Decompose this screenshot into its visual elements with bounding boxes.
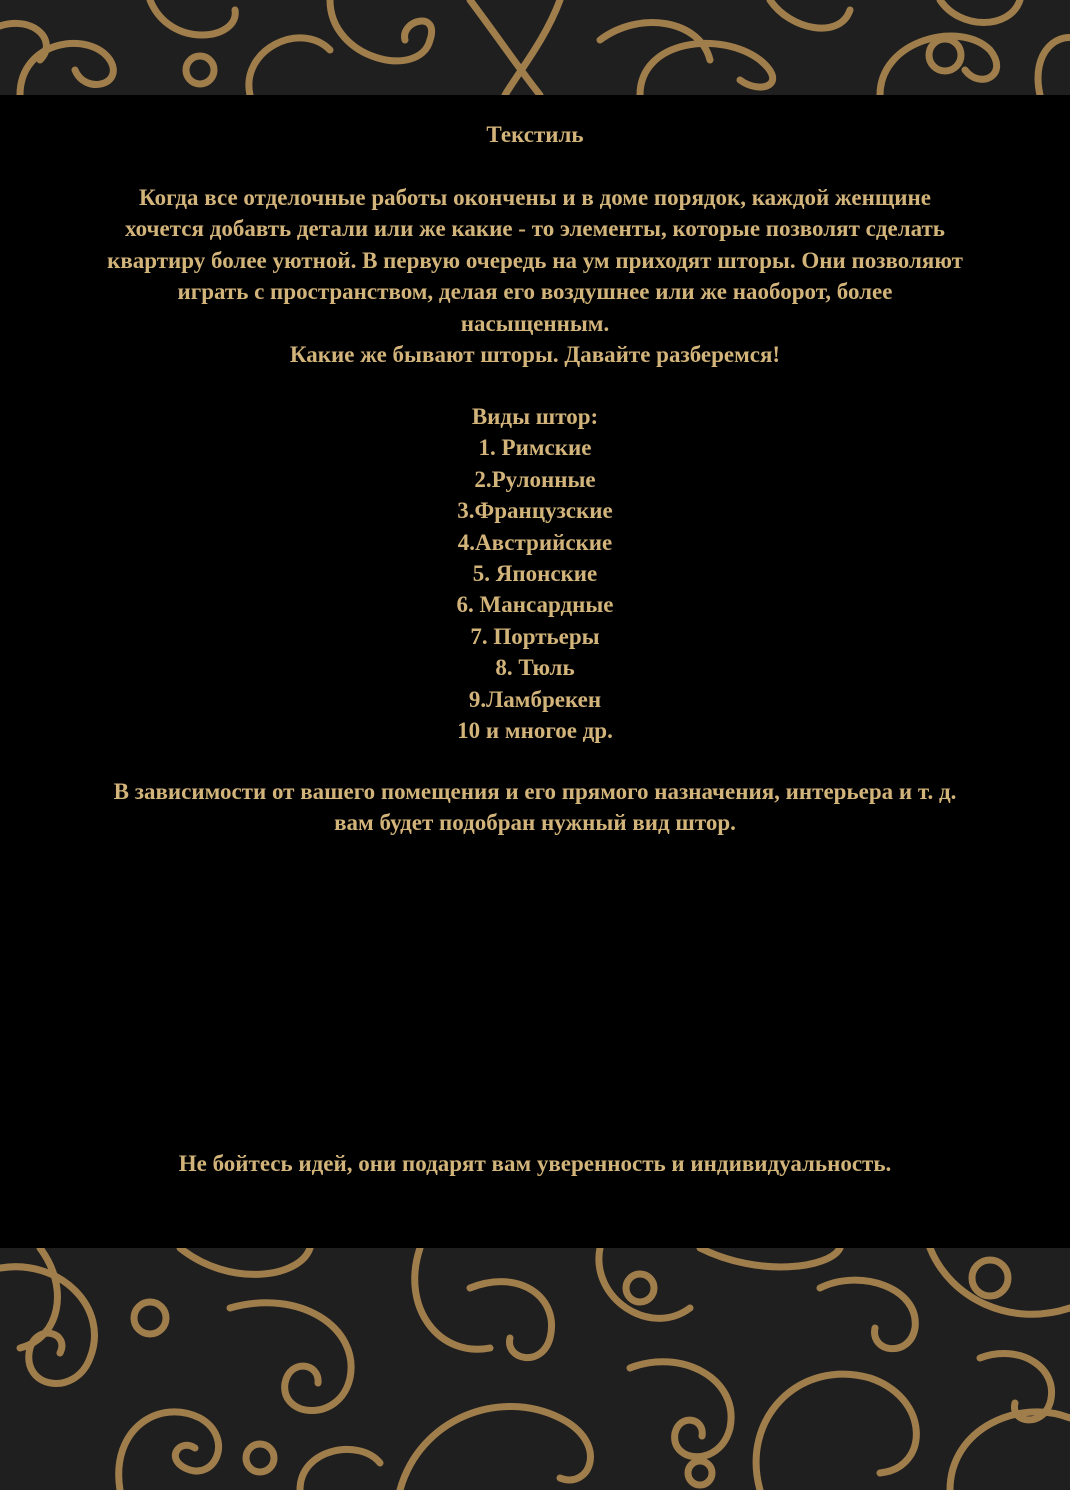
intro-line: Когда все отделочные работы окончены и в доме порядок, каждой женщине [139,185,931,210]
page-title: Текстиль [486,122,584,147]
swirl-pattern-bottom [0,1248,1070,1490]
list-item: 9.Ламбрекен [468,686,602,712]
selection-line: вам будет подобран нужный вид штор. [334,810,736,836]
list-item: 2.Рулонные [474,466,596,492]
list-item: 10 и многое др. [457,718,613,744]
list-item: 5. Японские [472,561,598,587]
curtain-types-heading: Виды штор: [471,404,599,429]
intro-line: квартиру более уютной. В первую очередь на ум приходят шторы. Они позволяют [107,247,963,273]
selection-line: В зависимости от вашего помещения и его прямого назначения, интерьера и т. д. [113,779,957,804]
list-item: 8. Тюль [495,655,575,681]
intro-line: Какие же бывают шторы. Давайте разберемся! [289,342,781,368]
swirl-pattern-top [0,0,1070,95]
curtain-types-section [20,401,1050,746]
intro-line: хочется добавть детали или же какие - то элементы, которые позволят сделать [125,216,945,242]
list-item: 1. Римские [478,435,592,461]
article-content [0,95,1070,1248]
selection-paragraph [20,776,1050,839]
closing-statement: Не бойтесь идей, они подарят вам уверенность и индивидуальность. [178,1151,892,1176]
intro-line: насыщенным. [460,310,610,336]
curtain-types-list [20,432,1050,746]
ornament-bottom-banner [0,1248,1070,1490]
list-item: 7. Портьеры [470,623,600,649]
intro-paragraph [20,182,1050,370]
list-item: 3.Французские [457,498,613,524]
ornament-top-banner [0,0,1070,95]
list-item: 4.Австрийские [457,529,613,555]
intro-line: играть с пространством, делая его воздушнее или же наоборот, более [177,279,893,305]
list-item: 6. Мансардные [456,592,614,618]
